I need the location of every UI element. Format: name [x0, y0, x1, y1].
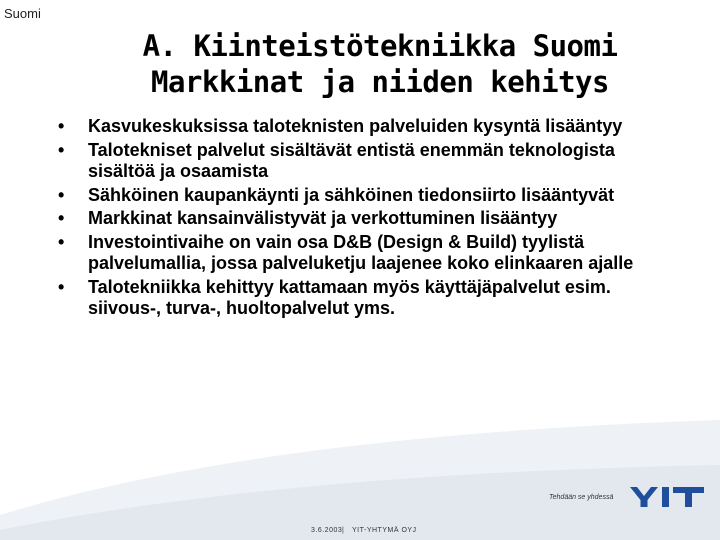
bullet-item [58, 232, 678, 275]
bullet-text: Investointivaihe on vain osa D&B (Design & Build) tyylistä palvelumallia, jossa palveluketju laajenee koko elinkaaren ajalle [88, 231, 634, 273]
bullet-dot: • [58, 276, 65, 297]
bullet-dot: • [58, 184, 65, 205]
bullet-dot: • [58, 231, 65, 252]
title-line-1: A. Kiinteistötekniikka Suomi [142, 29, 618, 63]
bullet-text: Markkinat kansainvälistyvät ja verkottuminen lisääntyy [88, 208, 558, 228]
footer-company: YIT-YHTYMÄ OYJ [352, 527, 417, 534]
bullet-item [58, 185, 678, 207]
bullet-text: Talotekniikka kehittyy kattamaan myös käyttäjäpalvelut esim. siivous-, turva-, huoltopalvelut yms. [88, 276, 611, 318]
bullet-list [58, 116, 678, 322]
bullet-text: Sähköinen kaupankäynti ja sähköinen tiedonsiirto lisääntyvät [88, 184, 615, 205]
footer-date: 3.6.2003 [311, 527, 343, 534]
bullet-item [58, 208, 678, 230]
page-title [40, 28, 720, 100]
company-tagline: Tehdään se yhdessä [549, 494, 614, 501]
bullet-dot: • [58, 208, 65, 228]
bullet-dot: • [58, 139, 65, 160]
corner-label: Suomi [4, 6, 41, 21]
bullet-item [58, 116, 678, 138]
bullet-item [58, 277, 678, 320]
bullet-dot: • [58, 116, 65, 136]
yit-logo [628, 485, 706, 509]
bullet-text: Kasvukeskuksissa taloteknisten palveluiden kysyntä lisääntyy [88, 116, 623, 136]
title-line-2: Markkinat ja niiden kehitys [151, 65, 609, 99]
bullet-text: Talotekniset palvelut sisältävät entistä enemmän teknologista sisältöä ja osaamista [88, 139, 615, 181]
footer-wave-decoration [0, 420, 720, 540]
footer-separator: | [342, 527, 345, 534]
bullet-item [58, 140, 678, 183]
